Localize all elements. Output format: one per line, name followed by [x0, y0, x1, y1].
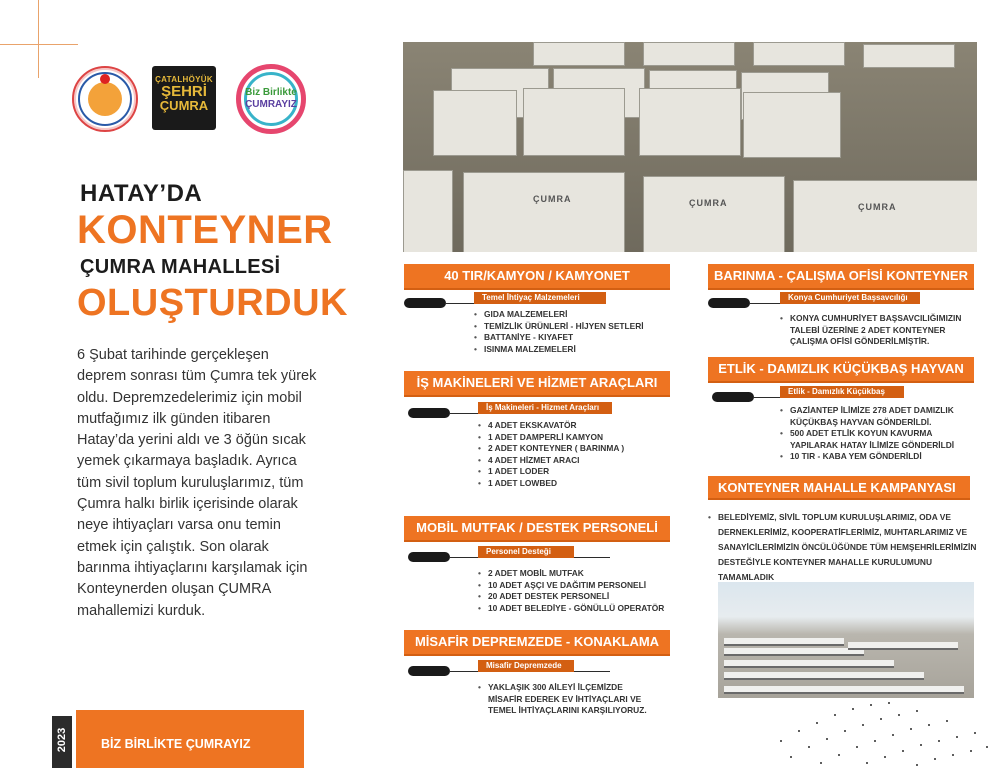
year-badge — [52, 716, 72, 768]
section-title: ETLİK - DAMIZLIK KÜÇÜKBAŞ HAYVAN — [708, 357, 974, 383]
item-list — [478, 568, 678, 614]
section-subtitle: İş Makineleri - Hizmet Araçları — [478, 402, 612, 414]
logo-text: ŞEHRİ — [161, 83, 207, 100]
photo-text: ÇUMRA — [689, 198, 728, 208]
photo-text: ÇUMRA — [533, 194, 572, 204]
list-item: • 2 ADET MOBİL MUTFAK — [478, 568, 678, 580]
biz-birlikte-cumrayiz-logo — [236, 64, 306, 134]
corner-decoration — [0, 44, 78, 45]
bullet-pill — [708, 298, 750, 308]
section-subtitle: Personel Desteği — [478, 546, 574, 558]
logo-text: ÇUMRAYIZ — [245, 99, 297, 110]
section-title: KONTEYNER MAHALLE KAMPANYASI — [708, 476, 970, 500]
photo-text: ÇUMRA — [858, 202, 897, 212]
headline-konteyner: KONTEYNER — [77, 208, 333, 252]
section-title: 40 TIR/KAMYON / KAMYONET — [404, 264, 670, 290]
list-item: • 2 ADET KONTEYNER ( BARINMA ) — [478, 443, 668, 455]
bullet-pill — [408, 408, 450, 418]
headline-olusturduk: OLUŞTURDUK — [77, 282, 348, 324]
list-item: • 500 ADET ETLİK KOYUN KAVURMA YAPILARAK HATAY İLİMİZE GÖNDERİLDİ — [780, 428, 980, 451]
section-title: MİSAFİR DEPREMZEDE - KONAKLAMA — [404, 630, 670, 656]
corner-decoration — [38, 0, 39, 78]
year-text: 2023 — [56, 727, 68, 753]
list-item: • GAZİANTEP İLİMİZE 278 ADET DAMIZLIK KÜÇÜKBAŞ HAYVAN GÖNDERİLDİ. — [780, 405, 980, 428]
list-item: • YAKLAŞIK 300 AİLEYİ İLÇEMİZDE MİSAFİR EDEREK EV İHTİYAÇLARI VE TEMEL İHTİYAÇLARINI KARŞILIYORUZ. — [478, 682, 658, 717]
headline-cumra-mahallesi: ÇUMRA MAHALLESİ — [80, 256, 281, 278]
section-subtitle: Temel İhtiyaç Malzemeleri — [474, 292, 606, 304]
list-item: • 4 ADET HİZMET ARACI — [478, 455, 668, 467]
decorative-dots — [740, 700, 994, 768]
list-item: • 1 ADET DAMPERLİ KAMYON — [478, 432, 668, 444]
body-paragraph: 6 Şubat tarihinde gerçekleşen deprem sonrası tüm Çumra tek yürek oldu. Depremzedelerimiz için mobil mutfağımız ilk günden itibaren Hatay’da yerini aldı ve 3 öğün sıcak yemek çıkarmaya başladık. Ayrıca tüm sivil toplum kuruluşlarımız, tüm Çumra halkı birlik içerisinde olarak neye ihtiyaçları varsa onu temin etmek için çalıştık. Son olarak barınma ihtiyaçlarını karşılamak için Konteynerden oluşan ÇUMRA mahallemizi kurduk. — [77, 347, 317, 619]
list-item: • KONYA CUMHURİYET BAŞSAVCILIĞIMIZIN TALEBİ ÜZERİNE 2 ADET KONTEYNER ÇALIŞMA OFİSİ GÖNDERİLMİŞTİR. — [780, 313, 980, 348]
bullet-pill — [408, 552, 450, 562]
list-item: • BELEDİYEMİZ, SİVİL TOPLUM KURULUŞLARIMIZ, ODA VE DERNEKLERİMİZ, KOOPERATİFLERİMİZ, MUHTARLARIMIZ VE SANAYİCİLERİMİZİN ÖNCÜLÜĞÜNDE TÜM HEMŞEHRİLERİMİZİN DESTEĞİYLE KONTEYNER MAHALLE KURULUMUNU TAMAMLADIK — [708, 510, 984, 585]
slogan-bar — [76, 710, 304, 768]
section-barinma-ofis — [708, 264, 974, 290]
slogan-text: BİZ BİRLİKTE ÇUMRAYIZ — [101, 737, 251, 751]
catalhoyuk-sehri-cumra-logo — [152, 66, 216, 130]
list-item: • GIDA MALZEMELERİ — [474, 309, 674, 321]
containers-photo — [403, 42, 977, 252]
bullet-pill — [712, 392, 754, 402]
cumra-municipality-seal-logo — [72, 66, 138, 132]
section-tir-kamyon — [404, 264, 670, 290]
headline-hatay: HATAY’DA — [80, 180, 203, 207]
bullet-pill — [408, 666, 450, 676]
list-item: • BATTANİYE - KIYAFET — [474, 332, 674, 344]
item-list — [478, 682, 658, 717]
list-item: • 4 ADET EKSKAVATÖR — [478, 420, 668, 432]
list-item: • 10 ADET AŞÇI VE DAĞITIM PERSONELİ — [478, 580, 678, 592]
logo-text: ÇATALHÖYÜK — [155, 75, 213, 84]
section-subtitle: Konya Cumhuriyet Başsavcılığı — [780, 292, 920, 304]
logo-text: ÇUMRA — [159, 98, 209, 113]
section-subtitle: Misafir Depremzede — [478, 660, 574, 672]
section-konteyner-kampanya — [708, 476, 970, 500]
section-etlik-damizlik — [708, 357, 974, 383]
list-item: • 10 ADET BELEDİYE - GÖNÜLLÜ OPERATÖR — [478, 603, 678, 615]
logo-text: Biz Birlikte — [245, 87, 297, 98]
section-title: İŞ MAKİNELERİ VE HİZMET ARAÇLARI — [404, 371, 670, 397]
bullet-pill — [404, 298, 446, 308]
item-list — [708, 510, 984, 585]
list-item: • 10 TIR - KABA YEM GÖNDERİLDİ — [780, 451, 980, 463]
list-item: • 1 ADET LOWBED — [478, 478, 668, 490]
section-is-makineleri — [404, 371, 670, 397]
list-item: • ISINMA MALZEMELERİ — [474, 344, 674, 356]
list-item: • 20 ADET DESTEK PERSONELİ — [478, 591, 678, 603]
list-item: • TEMİZLİK ÜRÜNLERİ - HİJYEN SETLERİ — [474, 321, 674, 333]
item-list — [780, 313, 980, 348]
section-misafir-depremzede — [404, 630, 670, 656]
section-title: MOBİL MUTFAK / DESTEK PERSONELİ — [404, 516, 670, 542]
section-title: BARINMA - ÇALIŞMA OFİSİ KONTEYNER — [708, 264, 974, 290]
container-neighborhood-photo — [718, 582, 974, 698]
list-item: • 1 ADET LODER — [478, 466, 668, 478]
section-subtitle: Etlik - Damızlık Küçükbaş — [780, 386, 904, 398]
item-list — [478, 420, 668, 490]
section-mobil-mutfak — [404, 516, 670, 542]
item-list — [780, 405, 980, 463]
item-list — [474, 309, 674, 355]
